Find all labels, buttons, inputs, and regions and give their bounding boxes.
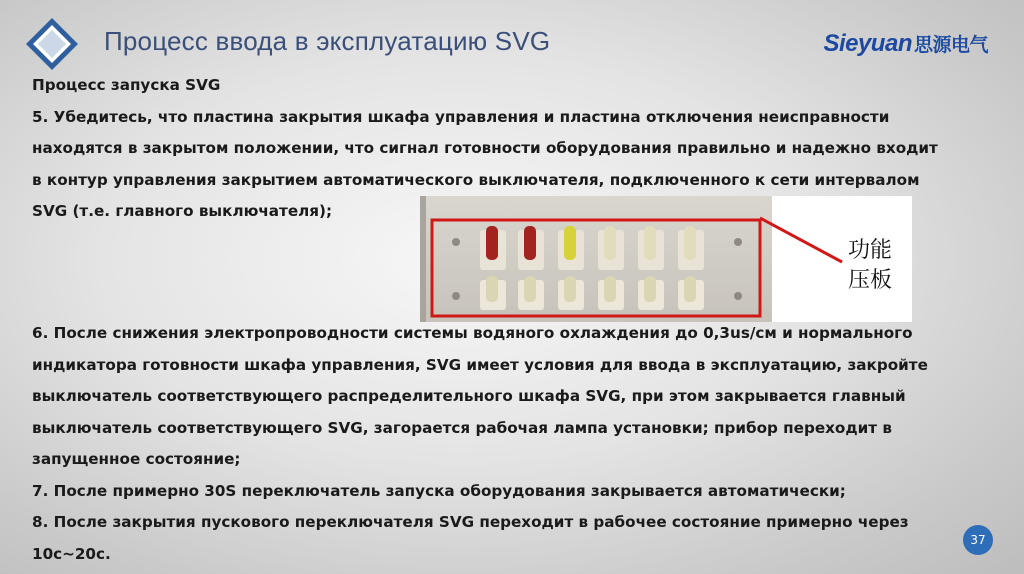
figure-label-line-2: 压板 bbox=[848, 268, 893, 293]
figure-label-line-1: 功能 bbox=[848, 238, 893, 263]
step5-line-1: 5. Убедитесь, что пластина закрытия шкафа управления и пластина отключения неисправности bbox=[32, 107, 890, 126]
step8-line-1: 8. После закрытия пускового переключателя SVG переходит в рабочее состояние примерно через bbox=[32, 513, 909, 531]
step6-line-5: запущенное состояние; bbox=[32, 450, 241, 468]
brand-cn: 思源电气 bbox=[913, 35, 988, 56]
step6-line-4: выключатель соответствующего SVG, загорается рабочая лампа установки; прибор переходит в bbox=[32, 418, 892, 437]
figure-label bbox=[848, 236, 892, 296]
step5-line-4: SVG (т.е. главного выключателя); bbox=[32, 202, 333, 220]
logo-diamond-icon bbox=[24, 16, 80, 72]
content-block-2 bbox=[32, 318, 992, 570]
step6-line-1: 6. После снижения электропроводности системы водяного охлаждения до 0,3us/cм и нормального bbox=[32, 324, 913, 342]
page-number-badge: 37 bbox=[963, 525, 993, 555]
step5-line-3: в контур управления закрытием автоматического выключателя, подключенного к сети интервалом bbox=[32, 170, 920, 189]
step6-line-2: индикатора готовности шкафа управления, SVG имеет условия для ввода в эксплуатацию, закройте bbox=[32, 355, 928, 374]
brand-logo bbox=[823, 30, 988, 58]
slide-title: Процесс ввода в эксплуатацию SVG bbox=[104, 26, 551, 56]
pressure-plates-photo bbox=[420, 196, 772, 322]
callout-line bbox=[760, 216, 850, 266]
subtitle: Процесс запуска SVG bbox=[32, 76, 221, 94]
step6-line-3: выключатель соответствующего распределительного шкафа SVG, при этом закрывается главный bbox=[32, 387, 906, 405]
step8-line-2: 10с~20с. bbox=[32, 544, 111, 563]
step5-line-2: находятся в закрытом положении, что сигнал готовности оборудования правильно и надежно входит bbox=[32, 139, 938, 157]
step7-line: 7. После примерно 30S переключатель запуска оборудования закрывается автоматически; bbox=[32, 481, 846, 500]
brand-latin: Sieyuan bbox=[823, 30, 912, 57]
